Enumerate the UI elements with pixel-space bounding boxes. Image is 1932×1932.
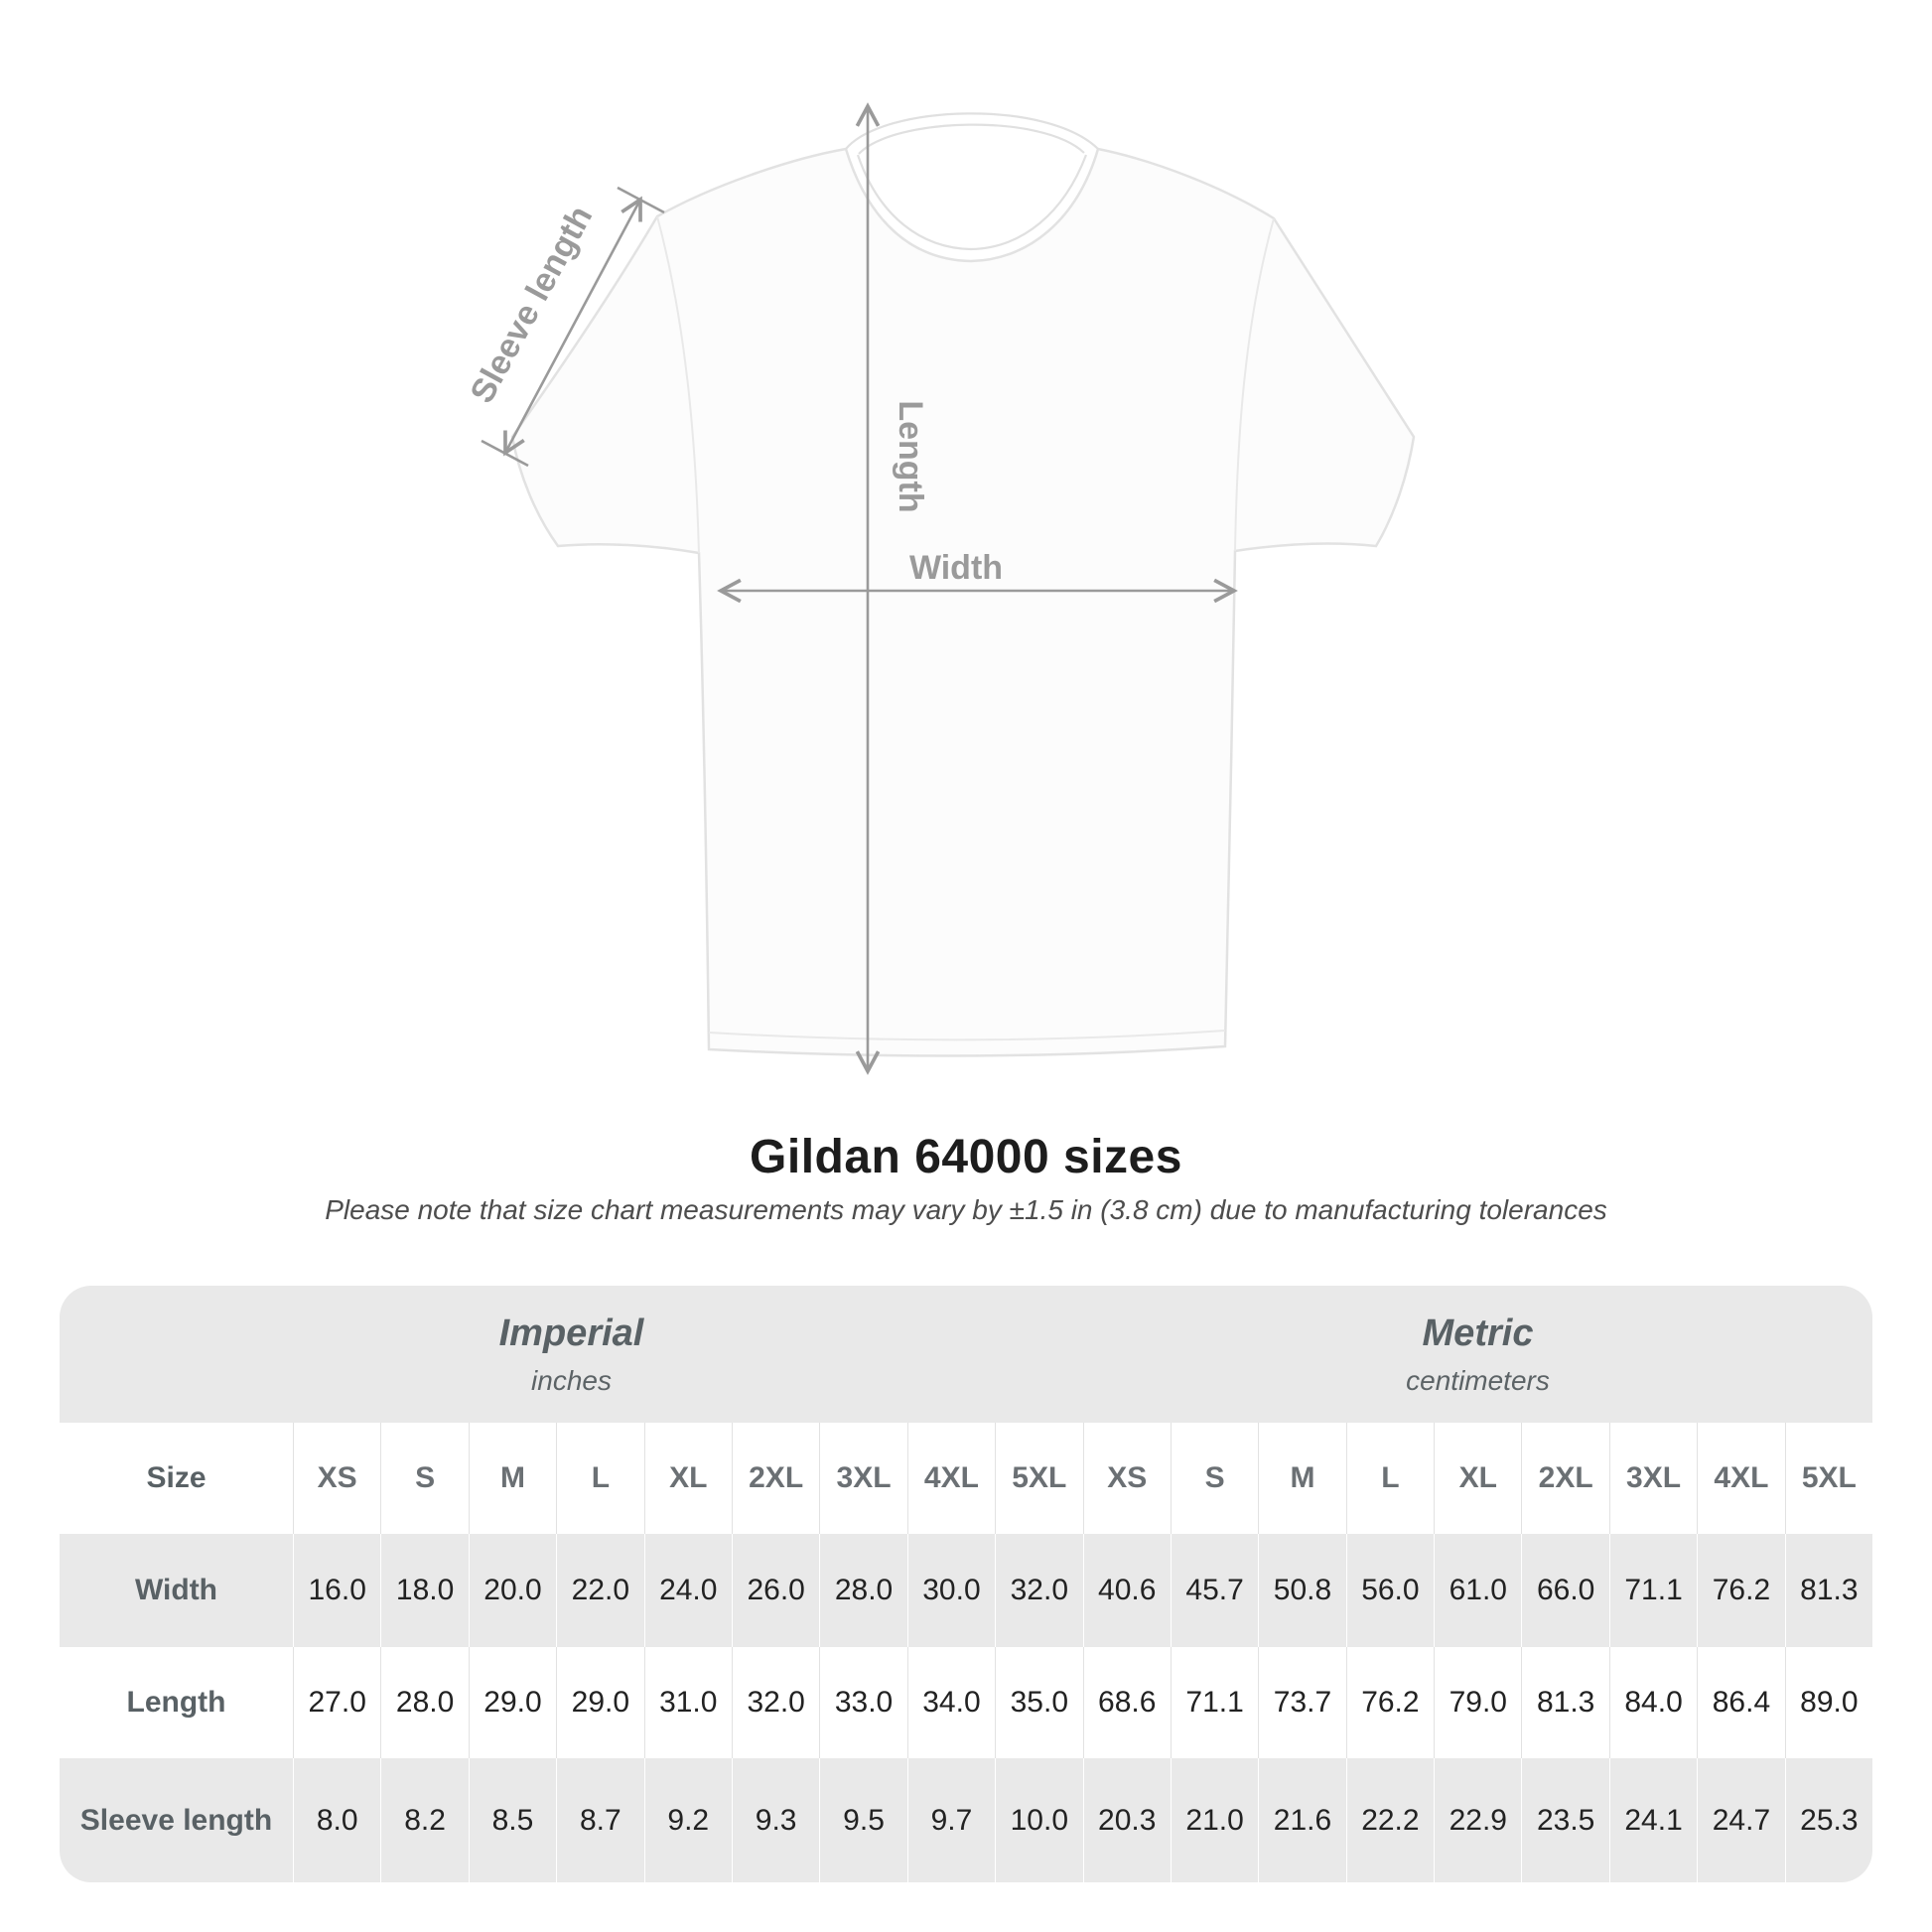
measurement-value: 20.3 xyxy=(1083,1758,1171,1882)
metric-group-header xyxy=(1083,1286,1872,1423)
tolerance-note: Please note that size chart measurements may vary by ±1.5 in (3.8 cm) due to manufacturing tolerances xyxy=(325,1194,1607,1225)
measurement-value: 50.8 xyxy=(1258,1534,1345,1647)
measurement-value: 26.0 xyxy=(732,1534,819,1647)
size-column-header: 5XL xyxy=(1785,1423,1872,1534)
measurement-value: 9.2 xyxy=(644,1758,732,1882)
length-row xyxy=(60,1647,1872,1758)
measurement-value: 84.0 xyxy=(1609,1647,1697,1758)
measurement-value: 9.7 xyxy=(907,1758,995,1882)
measurement-value: 56.0 xyxy=(1346,1534,1434,1647)
measurement-value: 24.7 xyxy=(1697,1758,1784,1882)
size-row-label: Size xyxy=(146,1461,207,1494)
size-column-header: 4XL xyxy=(1697,1423,1784,1534)
sleeve-length-label: Sleeve length xyxy=(463,200,601,410)
measurement-value: 71.1 xyxy=(1609,1534,1697,1647)
measurement-value: 16.0 xyxy=(293,1534,380,1647)
measurement-value: 23.5 xyxy=(1521,1758,1608,1882)
measurement-value: 73.7 xyxy=(1258,1647,1345,1758)
size-column-header: XS xyxy=(1083,1423,1171,1534)
measurement-value: 79.0 xyxy=(1434,1647,1521,1758)
imperial-group-header xyxy=(60,1286,1083,1423)
width-label: Width xyxy=(908,549,1004,587)
measurement-value: 22.9 xyxy=(1434,1758,1521,1882)
measurement-value: 81.3 xyxy=(1521,1647,1608,1758)
measurement-value: 30.0 xyxy=(907,1534,995,1647)
measurement-value: 8.2 xyxy=(380,1758,468,1882)
measurement-value: 28.0 xyxy=(819,1534,906,1647)
measurement-value: 32.0 xyxy=(732,1647,819,1758)
measurement-value: 20.0 xyxy=(469,1534,556,1647)
measurement-value: 28.0 xyxy=(380,1647,468,1758)
measurement-value: 18.0 xyxy=(380,1534,468,1647)
measurement-value: 89.0 xyxy=(1785,1647,1872,1758)
size-header-row xyxy=(60,1423,1872,1534)
measurement-value: 8.0 xyxy=(293,1758,380,1882)
measurement-value: 35.0 xyxy=(995,1647,1082,1758)
measurement-value: 68.6 xyxy=(1083,1647,1171,1758)
size-column-header: 3XL xyxy=(819,1423,906,1534)
measurement-value: 61.0 xyxy=(1434,1534,1521,1647)
sleeve-length-row xyxy=(60,1758,1872,1882)
size-column-header: M xyxy=(1258,1423,1345,1534)
measurement-value: 45.7 xyxy=(1171,1534,1258,1647)
measurement-value: 27.0 xyxy=(293,1647,380,1758)
measurement-value: 8.7 xyxy=(556,1758,643,1882)
measurement-value: 21.0 xyxy=(1171,1758,1258,1882)
unit-group-header-row xyxy=(60,1286,1872,1423)
length-row-label: Length xyxy=(126,1686,226,1719)
page-title: Gildan 64000 sizes xyxy=(750,1131,1182,1183)
size-column-header: XS xyxy=(293,1423,380,1534)
size-column-header: S xyxy=(380,1423,468,1534)
size-column-header: 3XL xyxy=(1609,1423,1697,1534)
size-column-header: 5XL xyxy=(995,1423,1082,1534)
measurement-value: 21.6 xyxy=(1258,1758,1345,1882)
measurement-value: 29.0 xyxy=(556,1647,643,1758)
measurement-value: 8.5 xyxy=(469,1758,556,1882)
measurement-value: 22.2 xyxy=(1346,1758,1434,1882)
measurement-value: 71.1 xyxy=(1171,1647,1258,1758)
size-column-header: 2XL xyxy=(732,1423,819,1534)
measurement-value: 25.3 xyxy=(1785,1758,1872,1882)
size-column-header: M xyxy=(469,1423,556,1534)
measurement-value: 34.0 xyxy=(907,1647,995,1758)
measurement-value: 32.0 xyxy=(995,1534,1082,1647)
size-column-header: XL xyxy=(644,1423,732,1534)
measurement-value: 24.1 xyxy=(1609,1758,1697,1882)
size-column-header: S xyxy=(1171,1423,1258,1534)
measurement-value: 29.0 xyxy=(469,1647,556,1758)
metric-unit: centimeters xyxy=(1406,1364,1550,1396)
length-label: Length xyxy=(892,400,929,513)
measurement-value: 9.5 xyxy=(819,1758,906,1882)
measurement-value: 86.4 xyxy=(1697,1647,1784,1758)
measurement-value: 22.0 xyxy=(556,1534,643,1647)
sleeve-row-label: Sleeve length xyxy=(79,1803,273,1837)
width-row-label: Width xyxy=(134,1574,218,1606)
imperial-unit: inches xyxy=(531,1364,612,1396)
measurement-value: 81.3 xyxy=(1785,1534,1872,1647)
metric-label: Metric xyxy=(1422,1311,1534,1354)
size-table xyxy=(60,1286,1872,1882)
measurement-value: 24.0 xyxy=(644,1534,732,1647)
measurement-value: 76.2 xyxy=(1346,1647,1434,1758)
size-column-header: L xyxy=(556,1423,643,1534)
measurement-value: 66.0 xyxy=(1521,1534,1608,1647)
measurement-value: 9.3 xyxy=(732,1758,819,1882)
measurement-value: 31.0 xyxy=(644,1647,732,1758)
size-column-header: L xyxy=(1346,1423,1434,1534)
size-column-header: 4XL xyxy=(907,1423,995,1534)
measurement-value: 76.2 xyxy=(1697,1534,1784,1647)
size-column-header: 2XL xyxy=(1521,1423,1608,1534)
width-row xyxy=(60,1534,1872,1647)
measurement-value: 40.6 xyxy=(1083,1534,1171,1647)
size-column-header: XL xyxy=(1434,1423,1521,1534)
measurement-value: 10.0 xyxy=(995,1758,1082,1882)
imperial-label: Imperial xyxy=(498,1311,644,1354)
measurement-value: 33.0 xyxy=(819,1647,906,1758)
